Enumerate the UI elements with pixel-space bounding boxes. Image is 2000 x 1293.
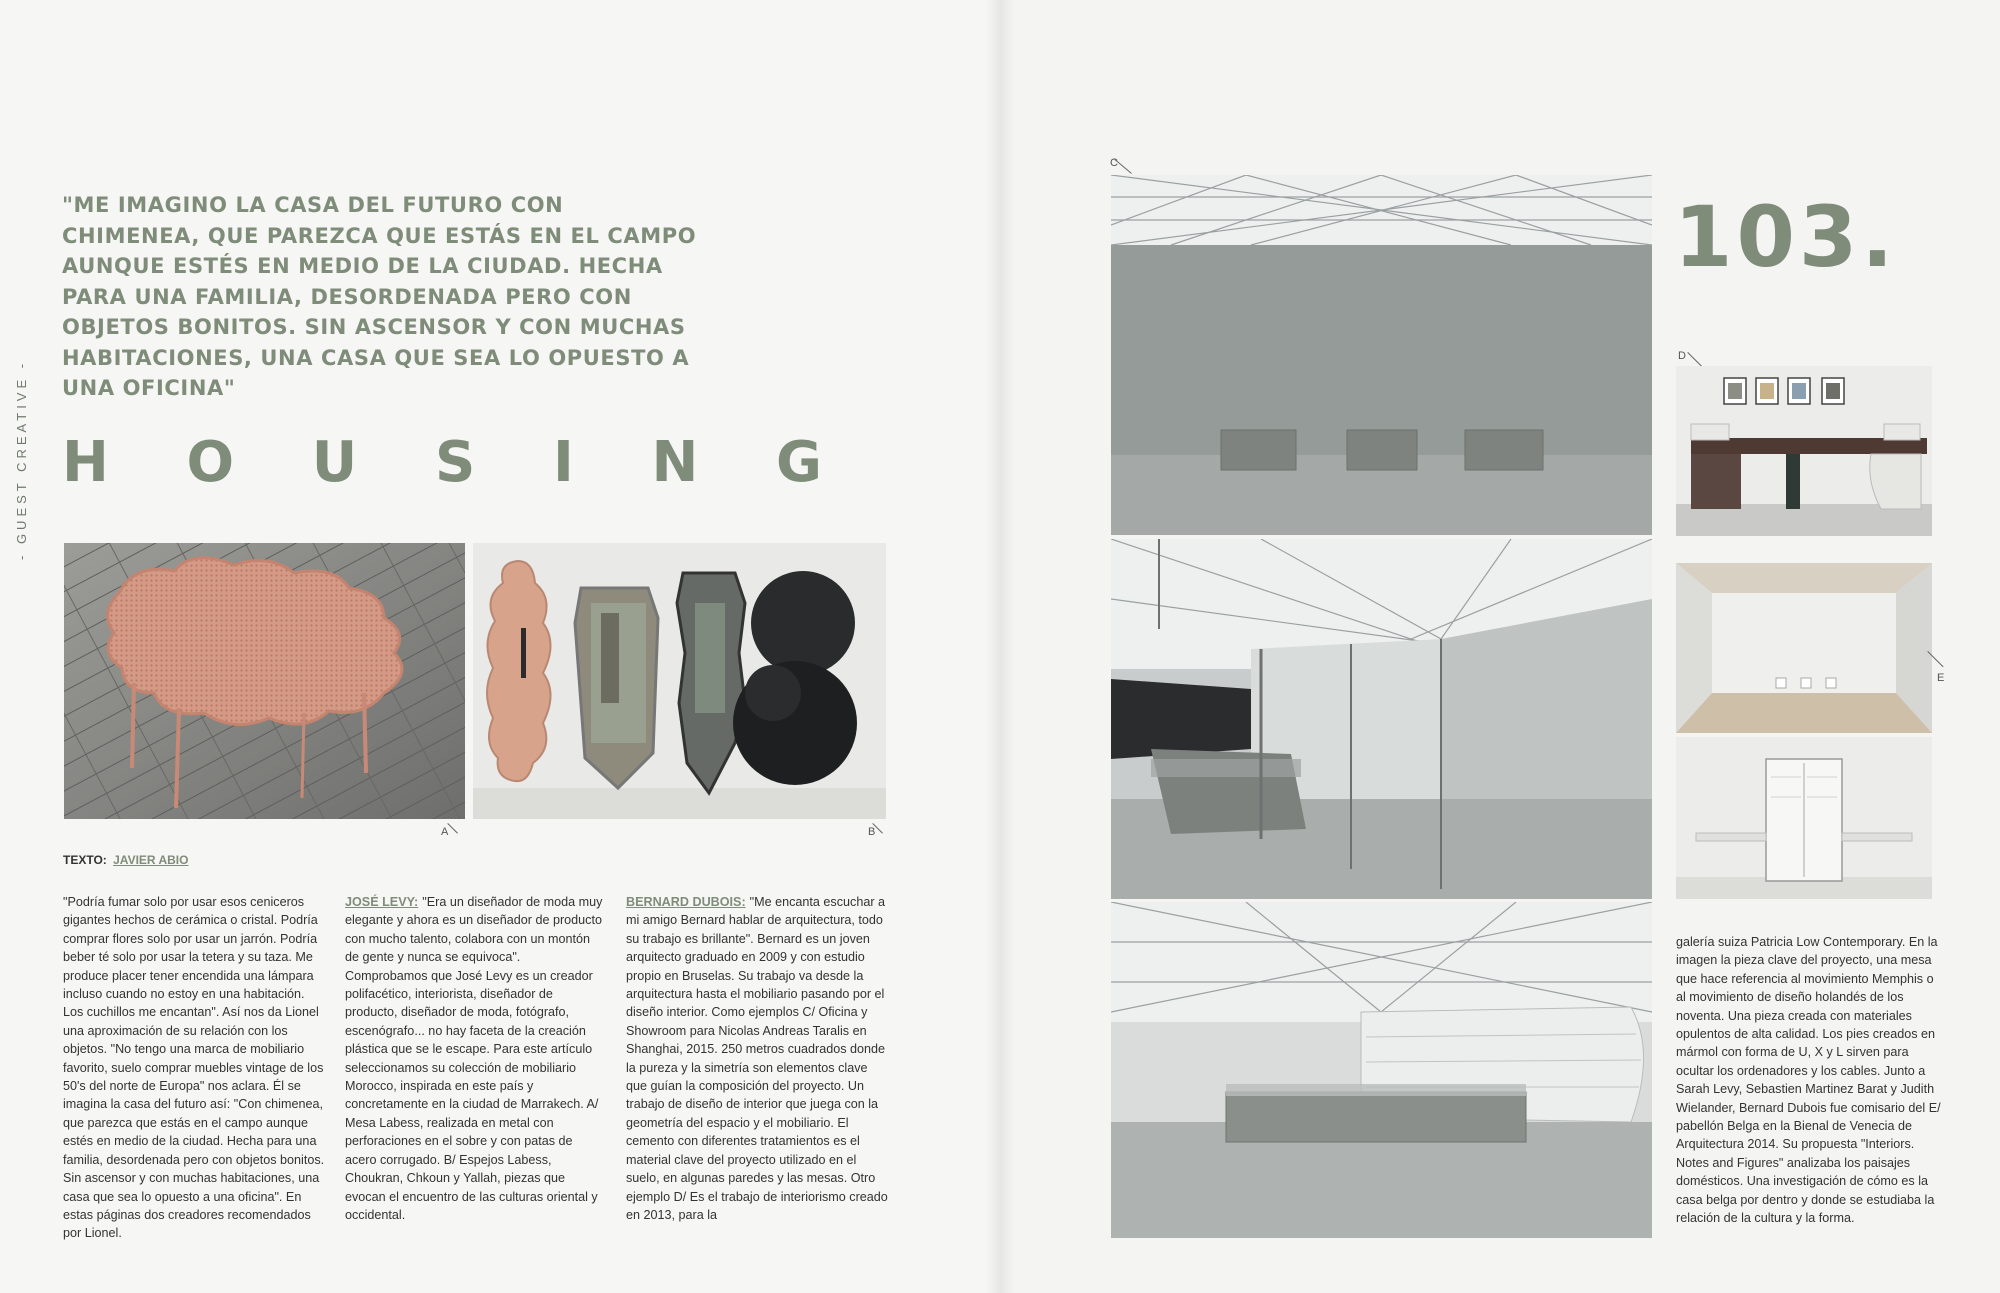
caption-c: C xyxy=(1110,157,1118,169)
photo-a-labess-table xyxy=(64,543,465,819)
designer-name-jose-levy: JOSÉ LEVY: xyxy=(345,895,419,909)
headline-letter: N xyxy=(651,430,699,495)
photo-e-belgian-pavilion-1 xyxy=(1676,563,1932,733)
photo-e-belgian-pavilion-2 xyxy=(1676,737,1932,899)
page-gutter xyxy=(985,0,1015,1293)
headline-letter: U xyxy=(311,430,358,495)
designer-name-bernard-dubois: BERNARD DUBOIS: xyxy=(626,895,746,909)
photo-c-showroom-1 xyxy=(1111,175,1652,535)
byline-label: TEXTO: xyxy=(63,853,107,867)
headline-housing xyxy=(62,430,822,500)
column-2-text: "Era un diseñador de moda muy elegante y ahora es un diseñador de producto con mucho talento, colabora con un montón de gente y nunca se equivoca". Comprobamos que José Levy es un creador polifacético, interiorista, diseñador de producto, diseñador de moda, fotógrafo, escenógrafo... no hay faceta de la creación plástica que se le escape. Para este artículo seleccionamos su colección de mobiliario Morocco, inspirada en este país y concretamente en la ciudad de Marrakech. A/ Mesa Labess, realizada en metal con perforaciones en el sobre y con patas de acero corrugado. B/ Espejos Labess, Choukran, Chkoun y Yallah, piezas que evocan el encuentro de las culturas oriental y occidental. xyxy=(345,895,603,1222)
text-column-1: "Podría fumar solo por usar esos ceniceros gigantes hechos de cerámica o cristal. Podría comprar flores solo por usar un jarrón. Podría beber té solo por usar la tetera y su taza. Me produce placer tener encendida una lámpara incluso cuando no estoy en una habitación. Los cuchillos me encantan". Así nos da Lionel una aproximación de su relación con los objetos. "No tengo una marca de mobiliario favorito, suelo comprar muebles vintage de los 50's del norte de Europa" nos aclara. Él se imagina la casa del futuro así: "Con chimenea, que parezca que estás en el campo aunque estés en medio de la ciudad. Hecha para una familia, desordenada pero con objetos bonitos. Sin ascensor y con muchas habitaciones, una casa que sea lo opuesto a una oficina". En estas páginas dos creadores recomendados por Lionel. xyxy=(63,895,325,1241)
text-column-2 xyxy=(345,893,603,1224)
headline-letter: H xyxy=(62,430,109,495)
photo-c-showroom-2 xyxy=(1111,539,1652,899)
headline-letter: O xyxy=(186,430,235,495)
caption-b: B xyxy=(868,826,876,838)
headline-letter: I xyxy=(552,430,574,495)
pull-quote: "ME IMAGINO LA CASA DEL FUTURO CON CHIMENEA, QUE PAREZCA QUE ESTÁS EN EL CAMPO AUNQUE ESTÉS EN MEDIO DE LA CIUDAD. HECHA PARA UNA FAMILIA, DESORDENADA PERO CON OBJETOS BONITOS. SIN ASCENSOR Y CON MUCHAS HABITACIONES, UNA CASA QUE SEA LO OPUESTO A UNA OFICINA" xyxy=(62,193,697,400)
page-number: 103. xyxy=(1674,188,1898,286)
headline-letter: S xyxy=(434,430,476,495)
text-column-4: galería suiza Patricia Low Contemporary. En la imagen la pieza clave del proyecto, una mesa que hace referencia al movimiento Memphis o al movimiento de diseño holandés de los noventa. Una pieza creada con materiales opulentos de alta calidad. Los pies creados en mármol con forma de U, X y L sirven para ocultar los ordenadores y los cables. Junto a Sarah Levy, Sebastien Martinez Barat y Judith Wielander, Bernard Dubois fue comisario del E/ pabellón Belga en la Bienal de Venecia de Arquitectura 2014. Su propuesta "Interiors. Notes and Figures" analizaba los paisajes domésticos. Una investigación de cómo es la casa belga por dentro y donde se estudiaba la relación de la cultura y la forma. xyxy=(1676,935,1941,1226)
photo-c-showroom-3 xyxy=(1111,902,1652,1238)
byline xyxy=(63,853,188,867)
photo-b-labess-mirrors xyxy=(473,543,886,819)
photo-d-gallery-table xyxy=(1676,366,1932,536)
author-link[interactable]: JAVIER ABIO xyxy=(113,853,189,867)
column-3-text: "Me encanta escuchar a mi amigo Bernard hablar de arquitectura, todo su trabajo es brillante". Bernard es un joven arquitecto graduado en 2009 y con estudio propio en Bruselas. Su trabajo va desde la arquitectura hasta el mobiliario pasando por el diseño interior. Como ejemplos C/ Oficina y Showroom para Nicolas Andreas Taralis en Shanghai, 2015. 250 metros cuadrados donde la pureza y la simetría son elementos clave que guían la composición del proyecto. Un trabajo de diseño de interior que juega con la geometría del espacio y el mobiliario. El cemento con diferentes tratamientos es el material clave del proyecto utilizado en el suelo, en algunas paredes y las mesas. Otro ejemplo D/ Es el trabajo de interiorismo creado en 2013, para la xyxy=(626,895,888,1222)
caption-a: A xyxy=(441,826,449,838)
section-label: - GUEST CREATIVE - xyxy=(14,359,29,560)
caption-d: D xyxy=(1678,350,1686,362)
text-column-3 xyxy=(626,893,888,1224)
caption-e: E xyxy=(1937,672,1945,684)
headline-letter: G xyxy=(775,430,822,495)
